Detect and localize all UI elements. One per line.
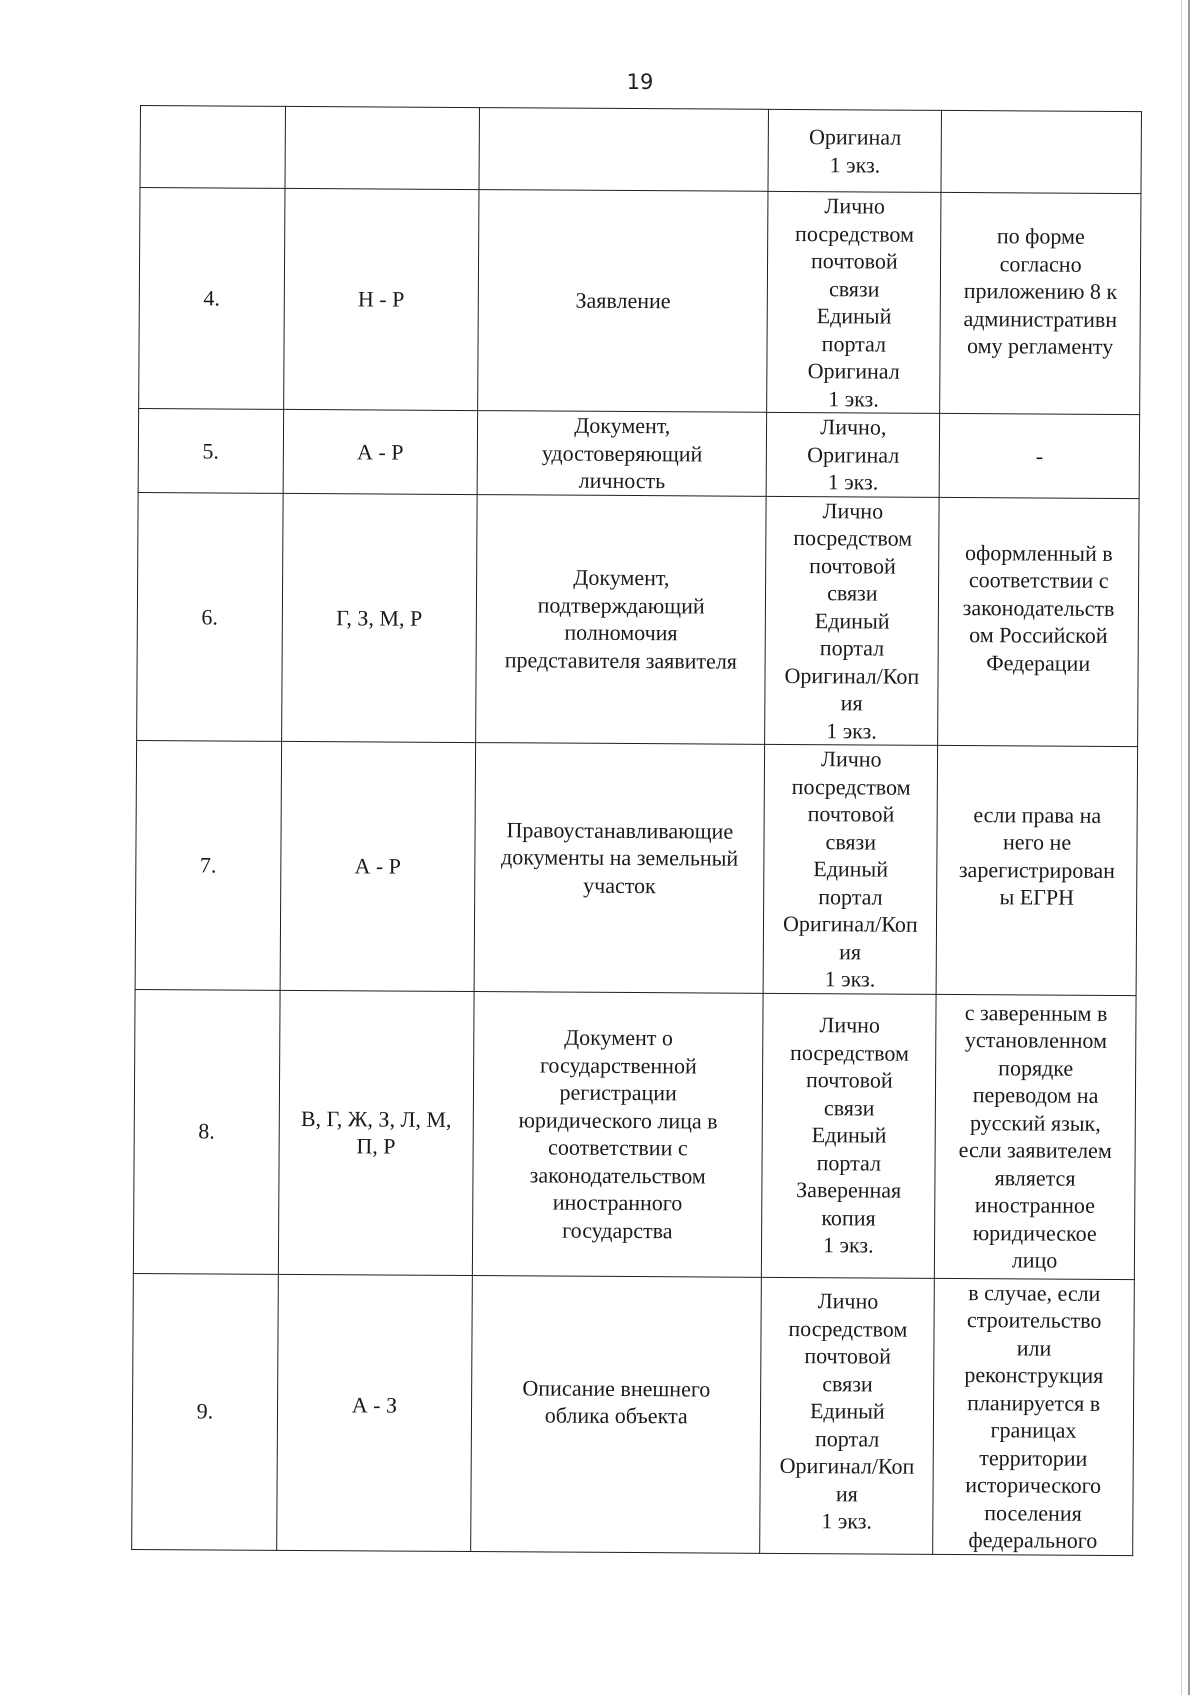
page-edge-line bbox=[1188, 0, 1190, 1695]
document-name-cell bbox=[479, 108, 769, 192]
notes-text: - bbox=[1035, 442, 1044, 469]
notes-cell bbox=[938, 497, 1139, 747]
document-name-cell bbox=[472, 991, 763, 1277]
notes-text: с заверенным в установленном порядке переводом на русский язык, если заявителем является иностранное юридическое лицо bbox=[958, 999, 1112, 1273]
notes-cell bbox=[935, 994, 1137, 1279]
row-number-cell: 7. bbox=[135, 740, 281, 989]
submission-method-cell bbox=[767, 412, 940, 497]
notes-text: в случае, если строительство или реконструкция планируется в границах территории исторического поселения федерального bbox=[964, 1279, 1104, 1553]
document-name-text: Описание внешнего облика объекта bbox=[522, 1374, 711, 1429]
notes-text: если права на него не зарегистрирован ы ЕГРН bbox=[958, 801, 1116, 910]
applicant-codes-cell: Н - Р bbox=[283, 188, 479, 410]
notes-cell bbox=[941, 110, 1141, 193]
submission-method-text: Оригинал 1 экз. bbox=[808, 124, 902, 178]
documents-table bbox=[131, 105, 1142, 1556]
row-number-cell bbox=[140, 106, 285, 189]
notes-cell bbox=[940, 192, 1141, 414]
applicant-codes-cell bbox=[285, 106, 480, 189]
table-row bbox=[140, 106, 1141, 194]
document-name-text: Документ о государственной регистрации юридического лица в соответствии с законодательством иностранного государства bbox=[518, 1024, 718, 1243]
document-name-text: Документ, удостоверяющий личность bbox=[541, 412, 703, 494]
notes-cell bbox=[936, 745, 1137, 995]
document-name-cell bbox=[476, 494, 767, 744]
submission-method-cell bbox=[768, 109, 941, 192]
row-number-cell: 4. bbox=[139, 188, 285, 410]
submission-method-text: Лично, Оригинал 1 экз. bbox=[807, 414, 900, 495]
document-name-cell bbox=[471, 1275, 762, 1553]
table-row bbox=[138, 408, 1139, 498]
document-name-text: Документ, подтверждающий полномочия представителя заявителя bbox=[504, 564, 738, 674]
row-number-cell: 8. bbox=[133, 989, 279, 1274]
applicant-codes-cell: Г, З, М, Р bbox=[281, 493, 477, 743]
applicant-codes-cell bbox=[278, 990, 474, 1275]
table-row bbox=[137, 492, 1139, 747]
submission-method-text: Лично посредством почтовой связи Единый портал Оригинал/Коп ия 1 экз. bbox=[782, 746, 918, 992]
applicant-codes-cell: А - З bbox=[276, 1274, 472, 1551]
row-number-cell: 5. bbox=[138, 408, 283, 492]
document-name-text: Заявление bbox=[575, 287, 671, 314]
applicant-codes-text: В, Г, Ж, З, Л, М, П, Р bbox=[300, 1105, 452, 1159]
document-name-cell bbox=[474, 743, 765, 993]
document-name-cell bbox=[477, 411, 767, 496]
notes-cell bbox=[933, 1278, 1134, 1555]
submission-method-cell bbox=[764, 744, 938, 994]
page-edge-shadow bbox=[1181, 0, 1182, 1695]
submission-method-text: Лично посредством почтовой связи Единый портал Заверенная копия 1 экз. bbox=[790, 1012, 910, 1258]
table-row bbox=[132, 1273, 1135, 1555]
submission-method-cell bbox=[762, 993, 936, 1278]
table-row bbox=[135, 740, 1137, 995]
applicant-codes-cell: А - Р bbox=[283, 409, 478, 494]
applicant-codes-cell: А - Р bbox=[280, 741, 476, 991]
notes-text: оформленный в соответствии с законодательств ом Российской Федерации bbox=[962, 539, 1115, 676]
submission-method-cell bbox=[760, 1277, 934, 1554]
table-row bbox=[133, 989, 1136, 1279]
row-number-cell: 9. bbox=[132, 1273, 278, 1550]
row-number-cell: 6. bbox=[137, 492, 283, 741]
document-name-cell bbox=[478, 190, 769, 413]
page-number: 19 bbox=[626, 70, 654, 94]
document-name-text: Правоустанавливающие документы на земельный участок bbox=[500, 816, 739, 898]
submission-method-text: Лично посредством почтовой связи Единый портал Оригинал 1 экз. bbox=[795, 193, 915, 412]
table-row bbox=[139, 188, 1141, 415]
submission-method-cell bbox=[765, 496, 939, 746]
submission-method-text: Лично посредством почтовой связи Единый портал Оригинал/Коп ия 1 экз. bbox=[779, 1288, 915, 1534]
notes-text: по форме согласно приложению 8 к административн ому регламенту bbox=[963, 223, 1118, 360]
notes-cell bbox=[939, 413, 1139, 498]
submission-method-cell bbox=[767, 191, 941, 413]
submission-method-text: Лично посредством почтовой связи Единый портал Оригинал/Коп ия 1 экз. bbox=[784, 497, 920, 744]
